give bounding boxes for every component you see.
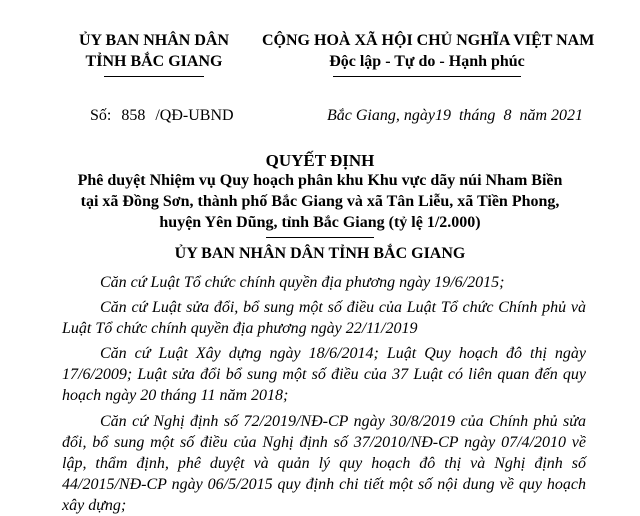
- doc-number-value: 858: [121, 107, 146, 124]
- date-month-label: tháng: [458, 107, 496, 124]
- motto-underline: [333, 76, 521, 77]
- doc-number-label: Số:: [90, 107, 112, 124]
- decision-title: QUYẾT ĐỊNH: [265, 151, 375, 170]
- date-year-label: năm: [519, 107, 547, 124]
- national-motto-line2: Độc lập - Tự do - Hạnh phúc: [329, 53, 525, 70]
- basis-paragraph-3: Căn cứ Luật Xây dựng ngày 18/6/2014; Luật Quy hoạch đô thị ngày 17/6/2009; Luật sửa đổi bổ sung một số điều của 37 Luật có liên quan đến quy hoạch ngày 20 tháng 11 năm 2018;: [62, 345, 586, 404]
- org-name-line2: TỈNH BẮC GIANG: [85, 53, 223, 70]
- basis-paragraph-4: Căn cứ Nghị định số 72/2019/NĐ-CP ngày 30/8/2019 của Chính phủ sửa đổi, bổ sung một số điều của Nghị định số 37/2010/NĐ-CP ngày 07/4/2010 về lập, thẩm định, phê duyệt và quản lý quy hoạch đô thị và Nghị định số 44/2015/NĐ-CP ngày 06/5/2015 quy định chi tiết một số nội dung về quy hoạch xây dựng;: [62, 413, 586, 514]
- basis-paragraph-1: Căn cứ Luật Tổ chức chính quyền địa phương ngày 19/6/2015;: [100, 274, 505, 291]
- place-date-prefix: Bắc Giang, ngày: [327, 107, 435, 124]
- date-day: 19: [434, 107, 451, 124]
- subject-underline: [266, 237, 374, 238]
- date-month: 8: [503, 107, 512, 124]
- date-year: 2021: [551, 107, 583, 124]
- doc-number-code: /QĐ-UBND: [155, 107, 234, 124]
- decision-subject-line3: huyện Yên Dũng, tỉnh Bắc Giang (tỷ lệ 1/2.000): [159, 214, 481, 231]
- org-underline: [104, 76, 204, 77]
- issuing-authority: ỦY BAN NHÂN DÂN TỈNH BẮC GIANG: [174, 245, 466, 262]
- document-number: [90, 107, 234, 125]
- basis-paragraph-2: Căn cứ Luật sửa đổi, bổ sung một số điều của Luật Tổ chức Chính phủ và Luật Tổ chức chính quyền địa phương ngày 22/11/2019: [62, 299, 586, 337]
- decision-subject-line2: tại xã Đồng Sơn, thành phố Bắc Giang và xã Tân Liễu, xã Tiền Phong,: [80, 193, 560, 210]
- org-name-line1: ỦY BAN NHÂN DÂN: [78, 32, 230, 49]
- national-motto-line1: CỘNG HOÀ XÃ HỘI CHỦ NGHĨA VIỆT NAM: [262, 32, 595, 49]
- decision-subject-line1: Phê duyệt Nhiệm vụ Quy hoạch phân khu Khu vực dãy núi Nham Biền: [77, 172, 563, 189]
- place-date: [327, 107, 583, 125]
